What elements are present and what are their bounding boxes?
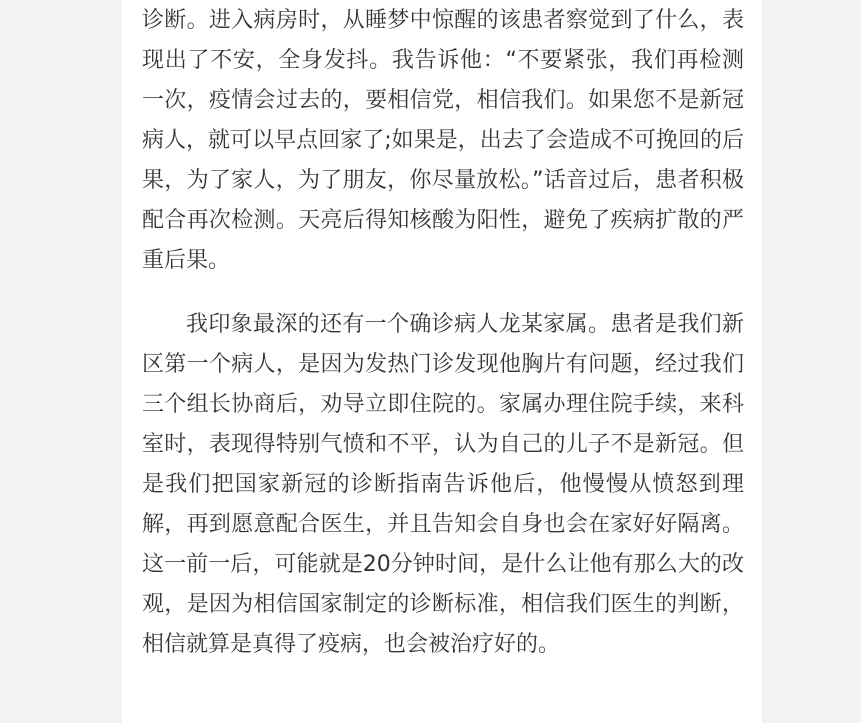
- article-paragraph: 诊断。进入病房时，从睡梦中惊醒的该患者察觉到了什么，表现出了不安，全身发抖。我告诉他：“不要紧张，我们再检测一次，疫情会过去的，要相信党，相信我们。如果您不是新冠病人，就可以早点回家了;如果是，出去了会造成不可挽回的后果，为了家人，为了朋友，你尽量放松。”话音过后，患者积极配合再次检测。天亮后得知核酸为阳性，避免了疾病扩散的严重后果。: [142, 8, 744, 273]
- article-body: [142, 0, 744, 665]
- article-page: [122, 0, 762, 723]
- article-paragraph: 我印象最深的还有一个确诊病人龙某家属。患者是我们新区第一个病人，是因为发热门诊发现他胸片有问题，经过我们三个组长协商后，劝导立即住院的。家属办理住院手续，来科室时，表现得特别气愤和不平，认为自己的儿子不是新冠。但是我们把国家新冠的诊断指南告诉他后，他慢慢从愤怒到理解，再到愿意配合医生，并且告知会自身也会在家好好隔离。这一前一后，可能就是20分钟时间，是什么让他有那么大的改观，是因为相信国家制定的诊断标准，相信我们医生的判断，相信就算是真得了疫病，也会被治疗好的。: [142, 312, 744, 657]
